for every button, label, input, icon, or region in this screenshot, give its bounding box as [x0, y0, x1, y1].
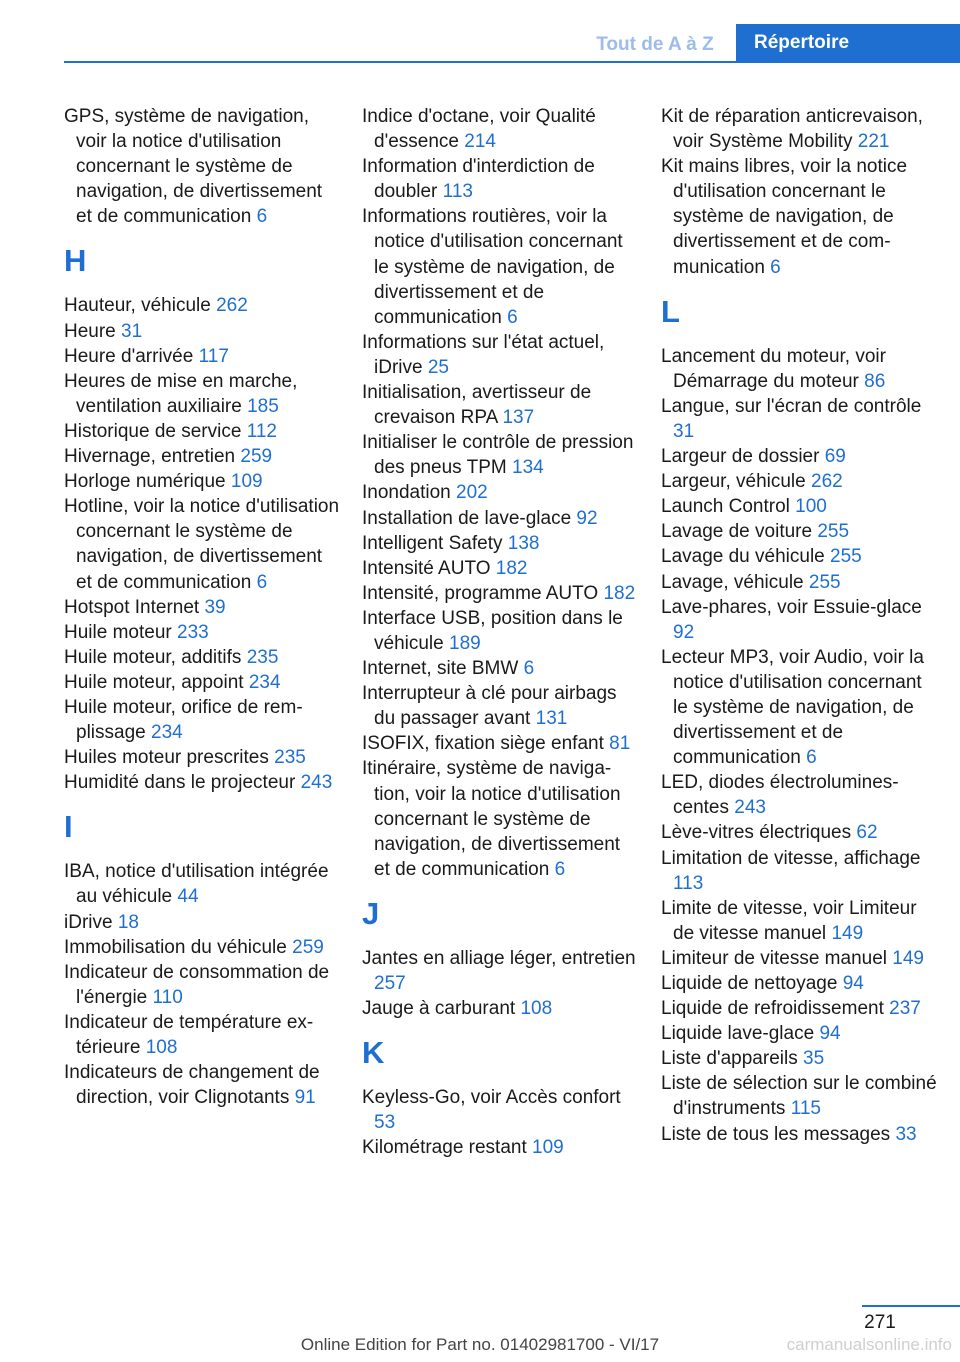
page-number: 271 [864, 1312, 896, 1333]
page-link[interactable]: 255 [808, 571, 841, 593]
page-link[interactable]: 6 [256, 571, 268, 593]
page-link[interactable]: 262 [216, 295, 248, 317]
index-entry [64, 745, 340, 770]
page-link[interactable]: 185 [247, 395, 279, 417]
index-entry [64, 104, 340, 229]
page-link[interactable]: 109 [230, 471, 263, 493]
index-entry [661, 645, 937, 770]
entry-text: Largeur de dossier [661, 446, 820, 468]
index-entry [64, 620, 340, 645]
footer-divider [862, 1305, 960, 1307]
page-link[interactable]: 53 [374, 1112, 396, 1134]
entry-text: IBA, notice d'utilisation intégrée au véhicule [64, 861, 329, 908]
index-entry [661, 544, 937, 569]
entry-text: Hotspot Internet [64, 596, 200, 618]
entry-text: Indicateur de consommation de l'énergie [64, 961, 330, 1008]
index-entry [661, 570, 937, 595]
entry-text: Heure [64, 320, 116, 342]
entry-text: Intensité, programme AUTO [362, 582, 599, 604]
entry-text: Initialiser le contrôle de pression des pneus TPM [362, 432, 634, 479]
page-link[interactable]: 113 [442, 181, 473, 203]
index-entry [362, 731, 638, 756]
entry-text: Heures de mise en marche, ventilation auxiliaire [64, 370, 298, 417]
entry-text: Lavage, véhicule [661, 571, 804, 593]
entry-text: Initialisation, avertisseur de crevaison RPA [362, 382, 592, 429]
page-link[interactable]: 255 [830, 546, 862, 568]
index-entry [362, 756, 638, 881]
entry-text: Jauge à carburant [362, 998, 516, 1020]
page-link[interactable]: 214 [464, 131, 496, 153]
index-entry [64, 494, 340, 594]
entry-text: Indicateurs de changement de direction, voir Clignotants [64, 1062, 320, 1109]
entry-text: Hauteur, véhicule [64, 295, 211, 317]
page-link[interactable]: 6 [806, 747, 817, 769]
section-letter: K [362, 1035, 385, 1071]
entry-text: Informations routières, voir la notice d'utilisation concernant le système de navigation, de divertissement et de communication [362, 206, 623, 328]
entry-text: Intelligent Safety [362, 532, 503, 554]
page-link[interactable]: 235 [274, 747, 306, 769]
entry-text: Huile moteur, orifice de remplissage [64, 696, 303, 744]
entry-text: Lavage de voiture [661, 521, 813, 543]
entry-text: Lève-vitres électriques [661, 822, 852, 844]
page-link[interactable]: 134 [512, 457, 544, 479]
index-entry [661, 946, 937, 971]
index-entry [362, 606, 638, 656]
entry-text: Kit de réparation anticrevaison, voir Système Mobility [661, 106, 923, 153]
index-entry [362, 154, 638, 204]
entry-text: Keyless-Go, voir Accès confort [362, 1087, 621, 1109]
index-entry [661, 154, 937, 279]
edition-footer: Online Edition for Part no. 01402981700 - VI/17 [300, 1335, 660, 1354]
index-entry [661, 1071, 937, 1121]
index-entry [64, 595, 340, 620]
entry-text: Huile moteur [64, 621, 172, 643]
page-link[interactable]: 149 [831, 922, 864, 944]
page-link[interactable]: 189 [449, 632, 481, 654]
index-entry [661, 971, 937, 996]
page-link[interactable]: 202 [456, 482, 488, 504]
page-link[interactable]: 259 [240, 446, 273, 468]
entry-text: Humidité dans le projecteur [64, 772, 296, 794]
entry-text: Kit mains libres, voir la notice d'utilisation concernant le système de navigation, de divertissement et de communication [661, 156, 908, 278]
entry-text: Horloge numérique [64, 471, 226, 493]
page-link[interactable]: 259 [292, 936, 324, 958]
page-link[interactable]: 233 [177, 621, 209, 643]
entry-text: Hivernage, entretien [64, 446, 236, 468]
page-link[interactable]: 6 [523, 658, 535, 680]
index-entry [64, 960, 340, 1010]
section-letter: H [64, 243, 87, 279]
entry-text: Indice d'octane, voir Qualité d'essence [362, 106, 596, 153]
entry-text: Installation de lave-glace [362, 507, 572, 529]
entry-text: Liste d'appareils [661, 1048, 798, 1070]
tab-index-a-z[interactable]: Tout de A à Z [596, 33, 714, 55]
index-entry [362, 946, 638, 996]
page-link[interactable]: 115 [790, 1098, 821, 1120]
entry-text: Internet, site BMW [362, 658, 519, 680]
entry-text: Limiteur de vitesse manuel [661, 947, 887, 969]
index-entry [64, 859, 340, 909]
entry-text: Itinéraire, système de navigation, voir la notice d'utilisation concernant le système de navigation, de divertissement et de communication [362, 758, 621, 880]
entry-text: Interface USB, position dans le véhicule [362, 607, 623, 654]
index-entry [661, 1021, 937, 1046]
page-link[interactable]: 182 [495, 557, 528, 579]
page-link[interactable]: 112 [246, 420, 277, 442]
page-link[interactable]: 138 [507, 532, 540, 554]
index-entry [64, 1010, 340, 1060]
page-link[interactable]: 92 [673, 621, 695, 643]
index-entry [362, 556, 638, 581]
entry-text: Liste de tous les messages [661, 1123, 891, 1145]
index-entry [661, 519, 937, 544]
page-link[interactable]: 39 [204, 596, 226, 618]
entry-text: Jantes en alliage léger, entretien [362, 947, 636, 969]
page-link[interactable]: 86 [864, 370, 886, 392]
index-entry [64, 645, 340, 670]
index-entry [64, 419, 340, 444]
entry-text: Lavage du véhicule [661, 546, 825, 568]
page-link[interactable]: 235 [246, 646, 279, 668]
page-link[interactable]: 18 [117, 911, 139, 933]
index-entry [362, 581, 638, 606]
index-entry [661, 104, 937, 154]
index-entry [362, 996, 638, 1021]
index-entry [64, 369, 340, 419]
page-link[interactable]: 234 [248, 671, 281, 693]
section-letter: J [362, 895, 380, 931]
section-letter: I [64, 809, 73, 845]
index-entry [661, 1122, 937, 1147]
page-link[interactable]: 117 [198, 345, 229, 367]
header-divider [64, 61, 960, 63]
watermark: carmanualsonline.info [786, 1335, 952, 1354]
index-entry [661, 444, 937, 469]
page-link[interactable]: 100 [795, 496, 827, 518]
index-entry [64, 319, 340, 344]
page-link[interactable]: 94 [819, 1023, 841, 1045]
entry-text: Largeur, véhicule [661, 471, 806, 493]
index-entry [64, 344, 340, 369]
entry-text: Informations sur l'état actuel, iDrive [362, 331, 605, 378]
entry-text: Heure d'arrivée [64, 345, 194, 367]
index-entry [661, 996, 937, 1021]
entry-text: Liquide de refroidissement [661, 998, 884, 1020]
page-link[interactable]: 131 [535, 708, 568, 730]
entry-text: Huile moteur, appoint [64, 671, 244, 693]
index-entry [64, 670, 340, 695]
index-entry [362, 656, 638, 681]
entry-text: Indicateur de température extérieure [64, 1011, 314, 1058]
index-entry [64, 695, 340, 745]
entry-text: Hotline, voir la notice d'utilisation concernant le système de navigation, de divertissement et de communication [64, 496, 340, 593]
page-link[interactable]: 234 [151, 722, 183, 744]
entry-text: Intensité AUTO [362, 557, 491, 579]
index-entry [661, 595, 937, 645]
entry-text: Inondation [362, 482, 451, 504]
page-link[interactable]: 31 [121, 320, 143, 342]
page-link[interactable]: 91 [294, 1087, 316, 1109]
entry-text: Launch Control [661, 496, 790, 518]
page-link[interactable]: 62 [856, 822, 878, 844]
page-link[interactable]: 92 [576, 507, 598, 529]
page-link[interactable]: 81 [609, 733, 631, 755]
page-link[interactable]: 243 [734, 797, 766, 819]
entry-text: Langue, sur l'écran de contrôle [661, 395, 922, 417]
index-entry [362, 681, 638, 731]
entry-text: Huiles moteur prescrites [64, 747, 269, 769]
page-link[interactable]: 149 [892, 947, 924, 969]
page-link[interactable]: 137 [502, 407, 535, 429]
page-link[interactable]: 6 [256, 206, 268, 228]
index-entry [64, 1060, 340, 1110]
index-column-1 [64, 104, 340, 1110]
index-entry [661, 846, 937, 896]
entry-text: Lancement du moteur, voir Démarrage du moteur [661, 345, 886, 392]
entry-text: Liste de sélection sur le combiné d'instruments [661, 1073, 937, 1120]
page-link[interactable]: 113 [673, 872, 704, 894]
index-entry [661, 469, 937, 494]
entry-text: Information d'interdiction de doubler [362, 156, 595, 203]
index-entry [661, 394, 937, 444]
page-link[interactable]: 33 [895, 1123, 917, 1145]
page-link[interactable]: 6 [554, 858, 566, 880]
page-link[interactable]: 94 [842, 973, 864, 994]
index-column-3 [661, 104, 937, 1147]
entry-text: Immobilisation du véhicule [64, 936, 287, 958]
index-entry [64, 935, 340, 960]
page-link[interactable]: 6 [770, 256, 781, 278]
index-entry [661, 896, 937, 946]
page-link[interactable]: 44 [177, 886, 199, 908]
page-link[interactable]: 6 [507, 306, 518, 328]
index-entry [661, 1046, 937, 1071]
entry-text: Lecteur MP3, voir Audio, voir la notice d'utilisation concernant le système de navigation, de divertissement et de communication [661, 646, 924, 769]
entry-text: GPS, système de navigation, voir la notice d'utilisation concernant le système de navigation, de divertissement et de communication [64, 106, 323, 228]
page-link[interactable]: 109 [532, 1137, 564, 1159]
index-entry [362, 1085, 638, 1135]
page-link[interactable]: 243 [300, 772, 333, 794]
section-letter: L [661, 293, 680, 329]
index-entry [64, 469, 340, 494]
index-entry [362, 1135, 638, 1160]
index-entry [362, 531, 638, 556]
index-entry [64, 770, 340, 795]
entry-text: Limite de vitesse, voir Limiteur de vitesse manuel [661, 897, 917, 944]
page-link[interactable]: 69 [824, 446, 846, 468]
entry-text: iDrive [64, 911, 113, 933]
index-entry [362, 506, 638, 531]
page-link[interactable]: 182 [603, 582, 636, 604]
index-entry [362, 204, 638, 329]
page-link[interactable]: 25 [427, 356, 449, 378]
entry-text: Historique de service [64, 420, 242, 442]
index-entry [362, 104, 638, 154]
entry-text: Liquide de nettoyage [661, 973, 838, 994]
entry-text: LED, diodes électroluminescentes [661, 772, 899, 819]
index-entry [661, 770, 937, 820]
index-entry [362, 430, 638, 480]
page-link[interactable]: 31 [673, 420, 695, 442]
entry-text: ISOFIX, fixation siège enfant [362, 733, 604, 755]
page-link[interactable]: 35 [803, 1048, 825, 1070]
index-entry [362, 480, 638, 505]
entry-text: Interrupteur à clé pour airbags du passager avant [362, 683, 617, 730]
entry-text: Lave-phares, voir Essuie-glace [661, 596, 922, 618]
tab-repertoire[interactable]: Répertoire [736, 24, 960, 62]
page-link[interactable]: 255 [817, 521, 850, 543]
page-link[interactable]: 108 [145, 1037, 178, 1058]
index-entry [64, 444, 340, 469]
entry-text: Limitation de vitesse, affichage [661, 847, 921, 869]
page-link[interactable]: 262 [811, 471, 843, 493]
entry-text: Liquide lave-glace [661, 1023, 815, 1045]
page-link[interactable]: 110 [152, 986, 183, 1008]
index-entry [661, 820, 937, 845]
entry-text: Kilométrage restant [362, 1137, 527, 1159]
index-entry [64, 910, 340, 935]
entry-text: Huile moteur, additifs [64, 646, 242, 668]
index-entry [661, 494, 937, 519]
page-link[interactable]: 237 [889, 998, 921, 1020]
index-entry [64, 293, 340, 318]
page-link[interactable]: 108 [520, 998, 553, 1020]
page-link[interactable]: 257 [374, 973, 406, 994]
index-entry [661, 344, 937, 394]
index-entry [362, 330, 638, 380]
page-link[interactable]: 221 [857, 131, 890, 153]
index-entry [362, 380, 638, 430]
index-column-2 [362, 104, 638, 1160]
